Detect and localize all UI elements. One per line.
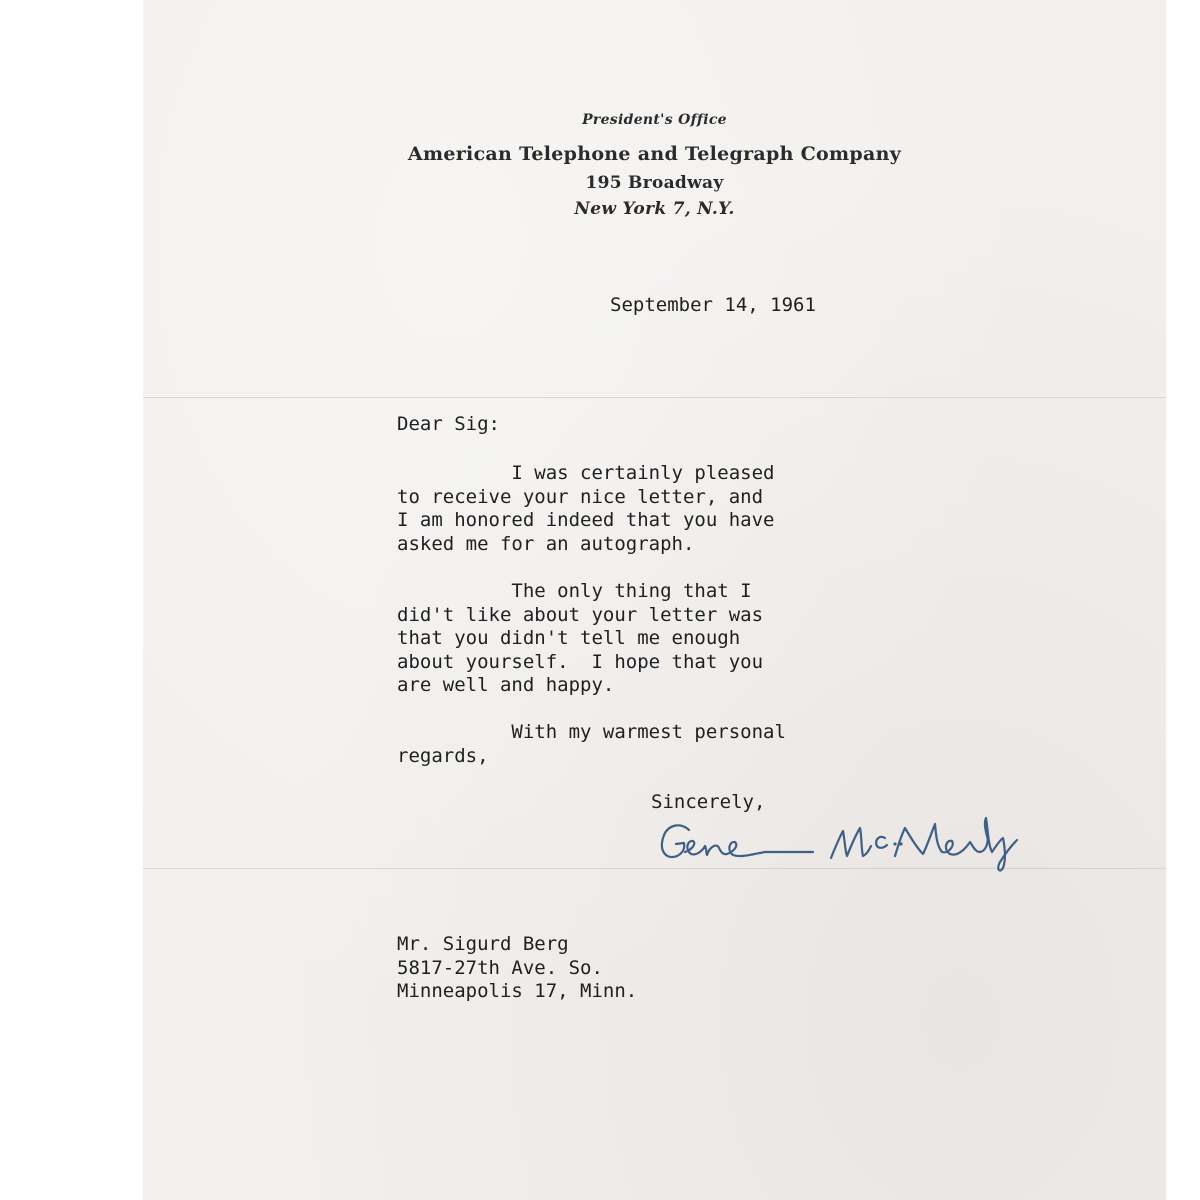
signature-dot bbox=[893, 842, 896, 845]
recipient-name: Mr. Sigurd Berg bbox=[397, 933, 569, 955]
letterhead-street: 195 Broadway bbox=[585, 173, 724, 193]
signature-stroke bbox=[831, 828, 871, 858]
letter-paragraph: The only thing that I did't like about your letter was that you didn't tell me enough about yourself. I hope that you are well and happy. bbox=[397, 580, 764, 696]
letter-date: September 14, 1961 bbox=[610, 294, 816, 316]
handwritten-signature bbox=[655, 808, 1045, 874]
letter-salutation: Dear Sig: bbox=[397, 413, 500, 435]
recipient-street: 5817-27th Ave. So. bbox=[397, 956, 603, 979]
letter-closing: Sincerely, bbox=[651, 791, 766, 813]
signature-stroke bbox=[685, 841, 813, 856]
signature-stroke bbox=[895, 818, 1017, 870]
letter-paragraph: With my warmest personal regards, bbox=[397, 721, 786, 767]
recipient-city: Minneapolis 17, Minn. bbox=[397, 980, 638, 1002]
signature-stroke bbox=[876, 837, 887, 848]
signature-dot bbox=[899, 842, 902, 845]
letterhead-office: President's Office bbox=[582, 112, 727, 128]
recipient-address bbox=[397, 933, 637, 1004]
letter-paragraph: I was certainly pleased to receive your nice letter, and I am honored indeed that you have asked me for an autograph. bbox=[397, 462, 775, 555]
letterhead-company: American Telephone and Telegraph Company bbox=[407, 143, 902, 165]
paper-fold-line bbox=[143, 397, 1166, 398]
letter-sheet bbox=[143, 0, 1166, 1200]
letterhead-city: New York 7, N.Y. bbox=[574, 199, 735, 219]
